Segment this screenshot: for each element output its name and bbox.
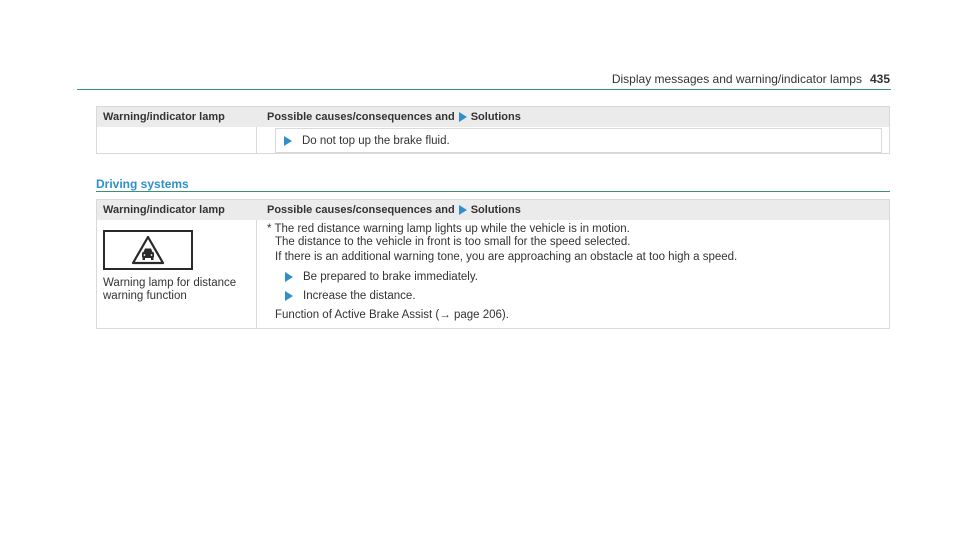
column-header-causes-text: Possible causes/consequences and [267, 111, 455, 123]
column-header-solutions-text: Solutions [470, 111, 521, 123]
lamp-cell [97, 127, 257, 153]
solution-text: Be prepared to brake immediately. [303, 270, 478, 283]
column-header-causes [257, 111, 889, 123]
causes-cell [257, 127, 889, 153]
column-header-lamp: Warning/indicator lamp [103, 111, 225, 123]
solution-text: Do not top up the brake fluid. [302, 134, 450, 147]
lamp-cell [97, 220, 257, 328]
brake-fluid-table [96, 106, 890, 154]
column-header-solutions-text: Solutions [470, 204, 521, 216]
solution-arrow-icon [285, 272, 293, 282]
solution-arrow-icon [459, 205, 467, 215]
cause-line: * The red distance warning lamp lights up while the vehicle is in motion. [267, 223, 630, 235]
cause-line: If there is an additional warning tone, you are approaching an obstacle at too high a speed. [275, 251, 738, 263]
solution-arrow-icon [285, 291, 293, 301]
cause-line: The distance to the vehicle in front is too small for the speed selected. [275, 235, 631, 248]
table-header-row [97, 107, 889, 127]
solution-text: Increase the distance. [303, 289, 416, 302]
column-header-causes [257, 204, 889, 216]
table-row [97, 127, 889, 153]
table-header-row [97, 200, 889, 220]
solution-item [267, 290, 889, 302]
solution-arrow-icon [284, 136, 292, 146]
solution-arrow-icon [459, 112, 467, 122]
driving-systems-table [96, 199, 890, 329]
section-title: Driving systems [96, 177, 189, 191]
causes-cell [257, 220, 889, 328]
page-reference: Function of Active Brake Assist (→ page 206). [275, 308, 509, 321]
page-header [612, 72, 890, 86]
header-rule [77, 89, 891, 90]
solution-item [267, 271, 889, 283]
column-header-lamp: Warning/indicator lamp [103, 204, 225, 216]
table-row [97, 220, 889, 328]
page-header-title: Display messages and warning/indicator lamps [611, 72, 862, 86]
section-rule [96, 191, 890, 192]
solution-box [275, 128, 882, 153]
distance-warning-lamp-icon [103, 230, 193, 270]
lamp-label: Warning lamp for distance warning function [103, 277, 237, 302]
column-header-causes-text: Possible causes/consequences and [267, 204, 455, 216]
page-number: 435 [869, 72, 890, 86]
